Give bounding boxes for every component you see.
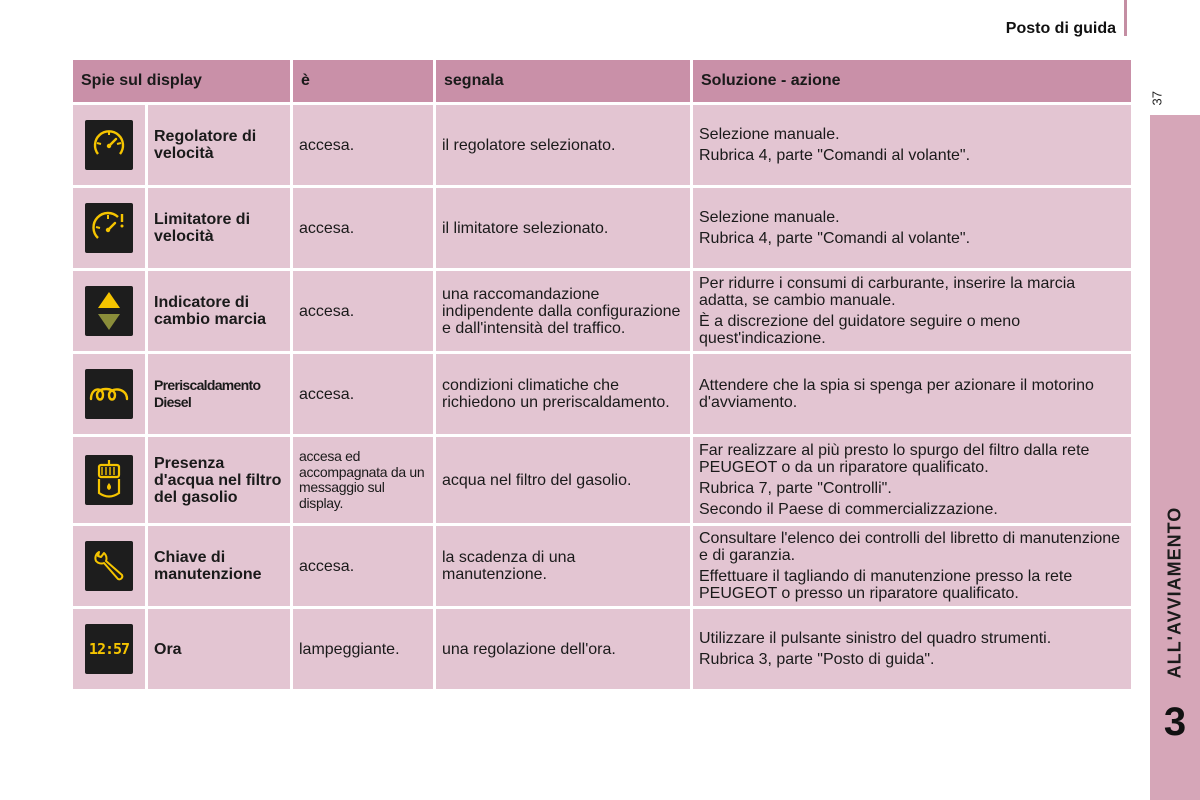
water-in-fuel-filter-icon — [85, 455, 133, 505]
table-row — [73, 105, 1131, 185]
header-divider — [1124, 0, 1127, 36]
solution-line: È a discrezione del guidatore seguire o meno quest'indicazione. — [699, 313, 1021, 347]
light-name: Indicatore di cambio marcia — [148, 271, 290, 351]
table-header-row — [73, 60, 1131, 102]
warning-lights-table — [70, 57, 1134, 692]
light-meaning: il limitatore selezionato. — [436, 188, 690, 268]
light-status: accesa. — [293, 526, 433, 606]
clock-display-icon — [85, 624, 133, 674]
column-header-meaning: segnala — [436, 60, 690, 102]
light-meaning: la scadenza di una manutenzione. — [436, 526, 690, 606]
light-name: Regolatore di velocità — [148, 105, 290, 185]
light-name: Limitatore di velocità — [148, 188, 290, 268]
solution-line: Secondo il Paese di commercializzazione. — [699, 501, 998, 518]
table-row — [73, 609, 1131, 689]
solution-line: Rubrica 4, parte "Comandi al volante". — [699, 147, 971, 164]
solution-line: Far realizzare al più presto lo spurgo del filtro dalla rete PEUGEOT o da un riparatore qualificato. — [699, 442, 1090, 476]
light-solution — [693, 271, 1131, 351]
column-header-solution: Soluzione - azione — [693, 60, 1131, 102]
column-header-status: è — [293, 60, 433, 102]
section-title: Posto di guida — [1005, 20, 1116, 37]
solution-line: Rubrica 4, parte "Comandi al volante". — [699, 230, 971, 247]
page-number: 37 — [1149, 91, 1165, 106]
light-name: Preriscaldamento Diesel — [148, 354, 290, 434]
chapter-side-band — [1150, 115, 1200, 800]
icon-cell — [73, 609, 145, 689]
solution-line: Rubrica 7, parte "Controlli". — [699, 480, 892, 497]
solution-line: Per ridurre i consumi di carburante, inserire la marcia adatta, se cambio manuale. — [699, 275, 1076, 309]
speed-limiter-icon — [85, 203, 133, 253]
solution-line: Effettuare il tagliando di manutenzione presso la rete PEUGEOT o presso un riparatore qualificato. — [699, 568, 1073, 602]
icon-cell — [73, 354, 145, 434]
light-solution — [693, 105, 1131, 185]
light-status: lampeggiante. — [293, 609, 433, 689]
icon-cell — [73, 188, 145, 268]
light-meaning: una raccomandazione indipendente dalla configurazione e dall'intensità del traffico. — [436, 271, 690, 351]
light-name: Ora — [148, 609, 290, 689]
solution-line: Rubrica 3, parte "Posto di guida". — [699, 651, 935, 668]
chapter-number: 3 — [1163, 700, 1187, 744]
table-row — [73, 271, 1131, 351]
light-solution — [693, 437, 1131, 523]
light-meaning: acqua nel filtro del gasolio. — [436, 437, 690, 523]
table-row — [73, 188, 1131, 268]
diesel-preheating-icon — [85, 369, 133, 419]
light-status: accesa. — [293, 105, 433, 185]
light-solution — [693, 354, 1131, 434]
icon-cell — [73, 105, 145, 185]
light-meaning: condizioni climatiche che richiedono un preriscaldamento. — [436, 354, 690, 434]
light-status: accesa. — [293, 271, 433, 351]
gear-shift-indicator-icon — [85, 286, 133, 336]
solution-line: Selezione manuale. — [699, 209, 840, 226]
light-name: Chiave di manutenzione — [148, 526, 290, 606]
light-meaning: una regolazione dell'ora. — [436, 609, 690, 689]
light-status: accesa. — [293, 188, 433, 268]
speed-regulator-icon — [85, 120, 133, 170]
light-solution — [693, 526, 1131, 606]
solution-line: Selezione manuale. — [699, 126, 840, 143]
solution-line: Utilizzare il pulsante sinistro del quadro strumenti. — [699, 630, 1052, 647]
table-row — [73, 354, 1131, 434]
light-solution — [693, 188, 1131, 268]
table-row — [73, 437, 1131, 523]
chapter-label: ALL'AVVIAMENTO — [1164, 506, 1185, 679]
icon-cell — [73, 271, 145, 351]
solution-line: Attendere che la spia si spenga per azionare il motorino d'avviamento. — [699, 377, 1094, 411]
icon-cell — [73, 526, 145, 606]
table-row — [73, 526, 1131, 606]
light-name: Presenza d'acqua nel filtro del gasolio — [148, 437, 290, 523]
light-status: accesa. — [293, 354, 433, 434]
clock-display-text: 12:57 — [88, 639, 130, 658]
solution-line: Consultare l'elenco dei controlli del libretto di manutenzione e di garanzia. — [699, 530, 1121, 564]
icon-cell — [73, 437, 145, 523]
light-meaning: il regolatore selezionato. — [436, 105, 690, 185]
light-solution — [693, 609, 1131, 689]
service-wrench-icon — [85, 541, 133, 591]
column-header-display: Spie sul display — [73, 60, 290, 102]
light-status: accesa ed accompagnata da un messaggio sul display. — [293, 437, 433, 523]
chapter-tab[interactable] — [1150, 500, 1200, 685]
